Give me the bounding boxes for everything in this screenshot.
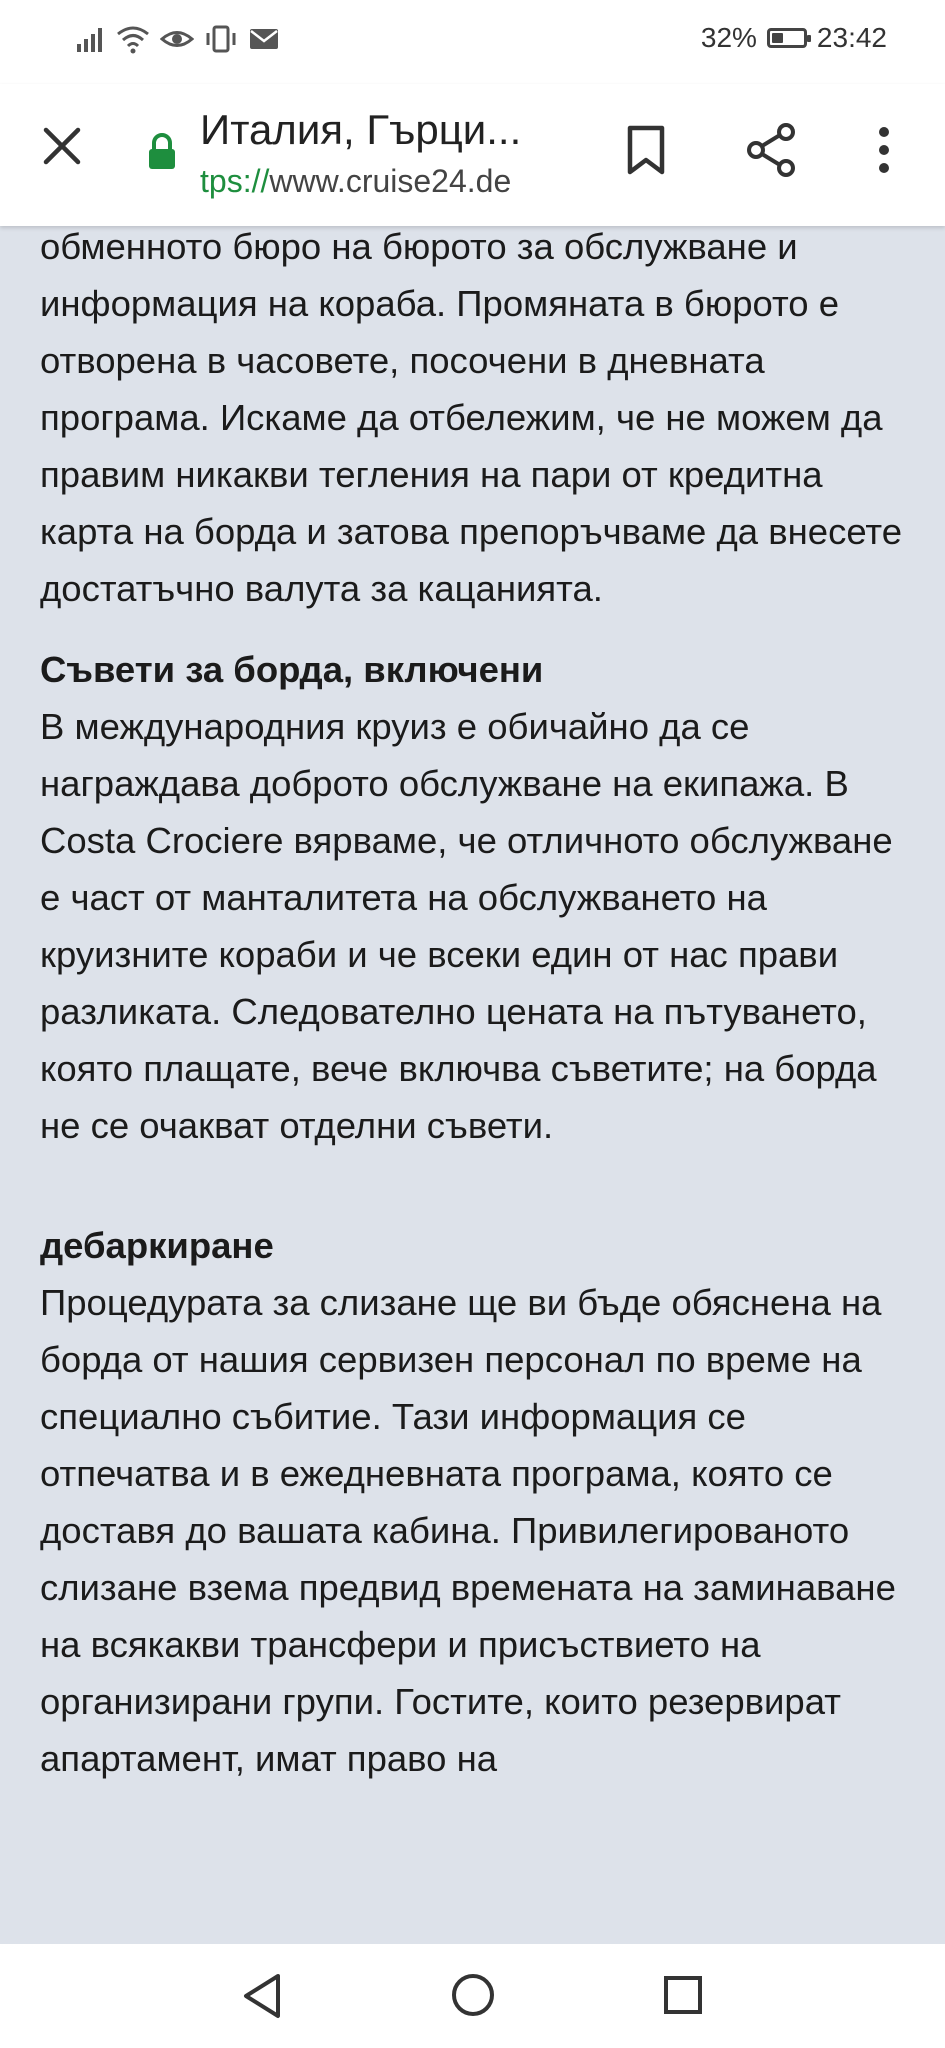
article-content [40, 218, 920, 1787]
bookmark-icon[interactable] [620, 122, 672, 178]
recents-icon[interactable] [662, 1974, 704, 2016]
section-heading-tips: Съвети за борда, включени [40, 649, 544, 690]
status-bar [0, 0, 945, 84]
battery-level [772, 33, 783, 43]
url-scheme: tps:// [200, 163, 270, 199]
more-vert-icon[interactable] [868, 122, 900, 178]
back-icon[interactable] [240, 1972, 286, 2020]
status-icons-left [76, 24, 280, 54]
close-icon[interactable] [34, 118, 90, 174]
clock: 23:42 [816, 22, 887, 53]
eye-icon [160, 24, 194, 54]
share-icon[interactable] [742, 120, 802, 180]
paragraph-spacer [40, 1154, 920, 1211]
url-bar[interactable] [200, 163, 580, 200]
intro-paragraph: обменното бюро на бюрото за обслужване и информация на кораба. Промяната в бюрото е отворена в часовете, посочени в дневната програма. Искаме да отбележим, че не можем да правим никакви тегления на пари от кредитна карта на борда и затова препоръчваме да внесете достатъчно валута за кацанията. [40, 226, 903, 609]
home-icon[interactable] [450, 1972, 496, 2018]
section-heading-disembark: дебаркиране [40, 1225, 274, 1266]
wifi-icon [116, 24, 150, 54]
battery-icon [767, 28, 807, 48]
page-title[interactable]: Италия, Гърци... [200, 106, 522, 153]
lock-icon [146, 132, 178, 172]
vibrate-icon [204, 24, 238, 54]
section-body-disembark: Процедурата за слизане ще ви бъде обяснена на борда от нашия сервизен персонал по време на специално събитие. Тази информация се отпечатва и в ежедневната програма, която се доставя до вашата кабина. Привилегированото слизане взема предвид времената на заминаване на всякакви трансфери и присъствието на организирани групи. Гостите, които резервират апартамент, имат право на [40, 1282, 896, 1779]
status-icons-right [701, 22, 887, 54]
battery-percent: 32% [700, 22, 757, 53]
url-host: www.cruise24.de [269, 163, 512, 199]
mail-icon [248, 24, 280, 54]
section-body-tips: В международния круиз е обичайно да се награждава доброто обслужване на екипажа. В Costa Crociere вярваме, че отличното обслужване е част от манталитета на обслужването на круизните кораби и че всеки един от нас прави разликата. Следователно цената на пътуването, която плащате, вече включва съветите; на борда не се очакват отделни съвети. [40, 706, 893, 1146]
signal-icon [76, 24, 106, 54]
